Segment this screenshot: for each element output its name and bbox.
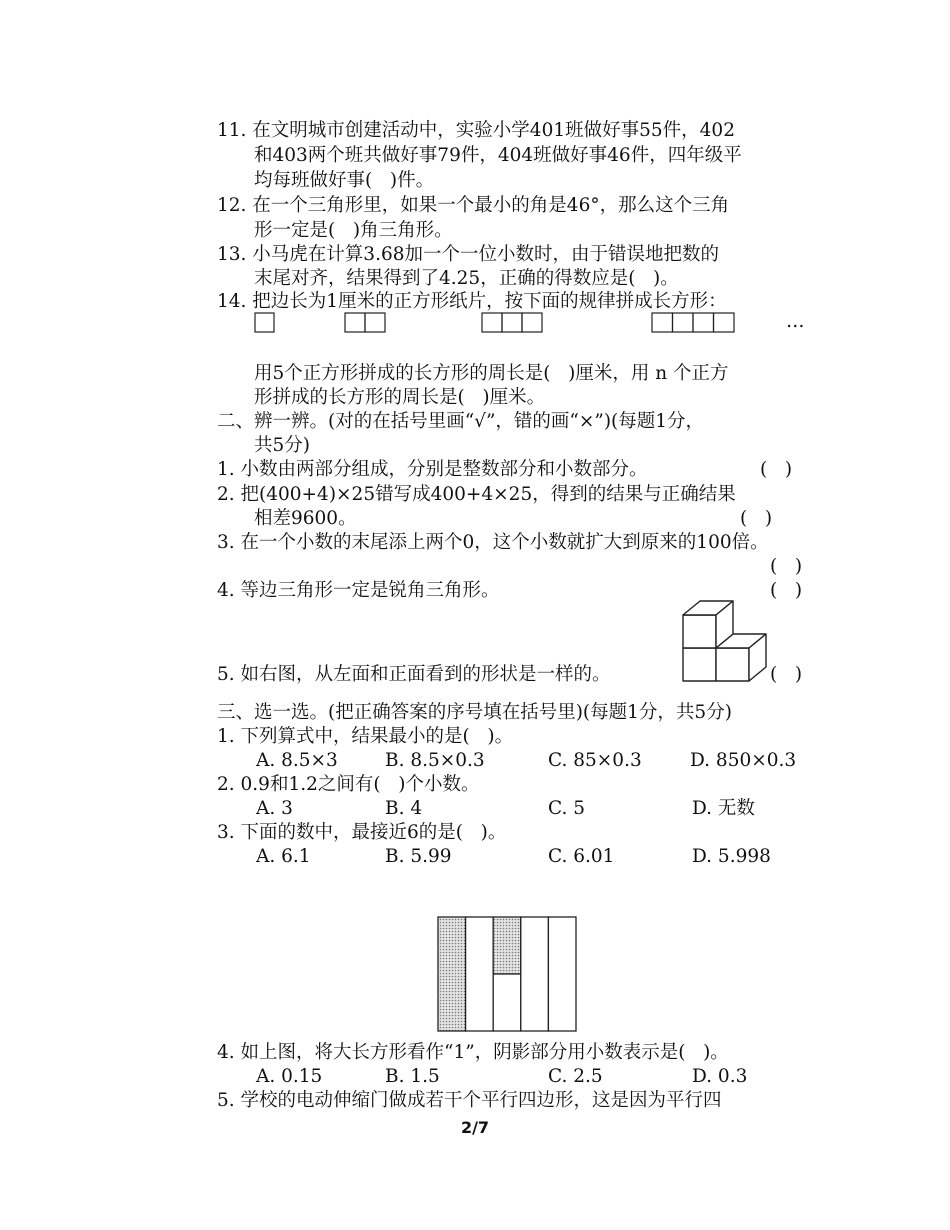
- judge-3-answer-parens[interactable]: ( ): [770, 556, 803, 577]
- choice-2-option-c[interactable]: C. 5: [548, 798, 586, 819]
- judge-2-answer-parens[interactable]: ( ): [740, 508, 773, 529]
- page-number: 2/7: [460, 1118, 490, 1137]
- choice-1-option-b[interactable]: B. 8.5×0.3: [385, 750, 485, 771]
- choice-1-option-c[interactable]: C. 85×0.3: [548, 750, 642, 771]
- q11-line3: 均每班做好事( )件。: [254, 170, 435, 191]
- choice-1-stem: 1. 下列算式中，结果最小的是( )。: [217, 726, 514, 747]
- choice-4-stem: 4. 如上图，将大长方形看作“1”，阴影部分用小数表示是( )。: [217, 1042, 729, 1063]
- choice-2-stem: 2. 0.9和1.2之间有( )个小数。: [217, 774, 480, 795]
- choice-4-option-c[interactable]: C. 2.5: [548, 1066, 603, 1087]
- shaded-rectangle-figure: [436, 915, 581, 1033]
- q14-line3: 形拼成的长方形的周长是( )厘米。: [254, 387, 546, 408]
- choice-4-option-a[interactable]: A. 0.15: [256, 1066, 323, 1087]
- choice-5-stem: 5. 学校的电动伸缩门做成若干个平行四边形，这是因为平行四: [217, 1090, 722, 1111]
- square-group-3: [482, 313, 542, 332]
- choice-4-option-b[interactable]: B. 1.5: [385, 1066, 440, 1087]
- q12-line2: 形一定是( )角三角形。: [254, 220, 453, 241]
- q12-line1: 12. 在一个三角形里，如果一个最小的角是46°，那么这个三角: [217, 195, 730, 216]
- judge-4-text: 4. 等边三角形一定是锐角三角形。: [217, 580, 500, 601]
- square-group-4: [652, 313, 734, 332]
- square-group-1: [255, 313, 274, 332]
- section2-heading-line2: 共5分): [254, 435, 310, 456]
- judge-1-answer-parens[interactable]: ( ): [760, 459, 793, 480]
- choice-1-option-d[interactable]: D. 850×0.3: [690, 750, 797, 771]
- q13-line2: 末尾对齐，结果得到了4.25，正确的得数应是( )。: [254, 268, 679, 289]
- choice-2-option-b[interactable]: B. 4: [385, 798, 423, 819]
- judge-1-text: 1. 小数由两部分组成，分别是整数部分和小数部分。: [217, 459, 648, 480]
- q14-line1: 14. 把边长为1厘米的正方形纸片，按下面的规律拼成长方形：: [217, 291, 727, 312]
- judge-5-answer-parens[interactable]: ( ): [770, 664, 803, 685]
- shaded-strip-full: [438, 917, 466, 1031]
- section2-heading-line1: 二、辨一辨。(对的在括号里画“√”，错的画“×”)(每题1分，: [217, 411, 705, 432]
- section3-heading: 三、选一选。(把正确答案的序号填在括号里)(每题1分，共5分): [217, 702, 732, 723]
- judge-4-answer-parens[interactable]: ( ): [770, 580, 803, 601]
- square-group-2: [345, 313, 385, 332]
- choice-1-option-a[interactable]: A. 8.5×3: [256, 750, 338, 771]
- choice-3-option-d[interactable]: D. 5.998: [692, 846, 771, 867]
- judge-2-text-line1: 2. 把(400+4)×25错写成400+4×25，得到的结果与正确结果: [217, 484, 736, 505]
- judge-5-text: 5. 如右图，从左面和正面看到的形状是一样的。: [217, 664, 611, 685]
- choice-3-option-a[interactable]: A. 6.1: [256, 846, 311, 867]
- q11-line2: 和403两个班共做好事79件，404班做好事46件，四年级平: [254, 145, 742, 166]
- choice-4-option-d[interactable]: D. 0.3: [692, 1066, 748, 1087]
- choice-2-option-a[interactable]: A. 3: [256, 798, 293, 819]
- choice-2-option-d[interactable]: D. 无数: [692, 798, 755, 819]
- q14-ellipsis: …: [786, 311, 805, 332]
- q14-line2: 用5个正方形拼成的长方形的周长是( )厘米，用 n 个正方: [254, 363, 729, 384]
- q11-line1: 11. 在文明城市创建活动中，实验小学401班做好事55件，402: [217, 120, 735, 141]
- choice-3-option-b[interactable]: B. 5.99: [385, 846, 452, 867]
- choice-3-stem: 3. 下面的数中，最接近6的是( )。: [217, 822, 507, 843]
- judge-2-text-line2: 相差9600。: [254, 508, 357, 529]
- judge-3-text: 3. 在一个小数的末尾添上两个0，这个小数就扩大到原来的100倍。: [217, 532, 769, 553]
- choice-3-option-c[interactable]: C. 6.01: [548, 846, 615, 867]
- shaded-strip-half: [493, 917, 521, 974]
- square-pattern-figure: [250, 310, 810, 336]
- q13-line1: 13. 小马虎在计算3.68加一个一位小数时，由于错误地把数的: [217, 244, 719, 265]
